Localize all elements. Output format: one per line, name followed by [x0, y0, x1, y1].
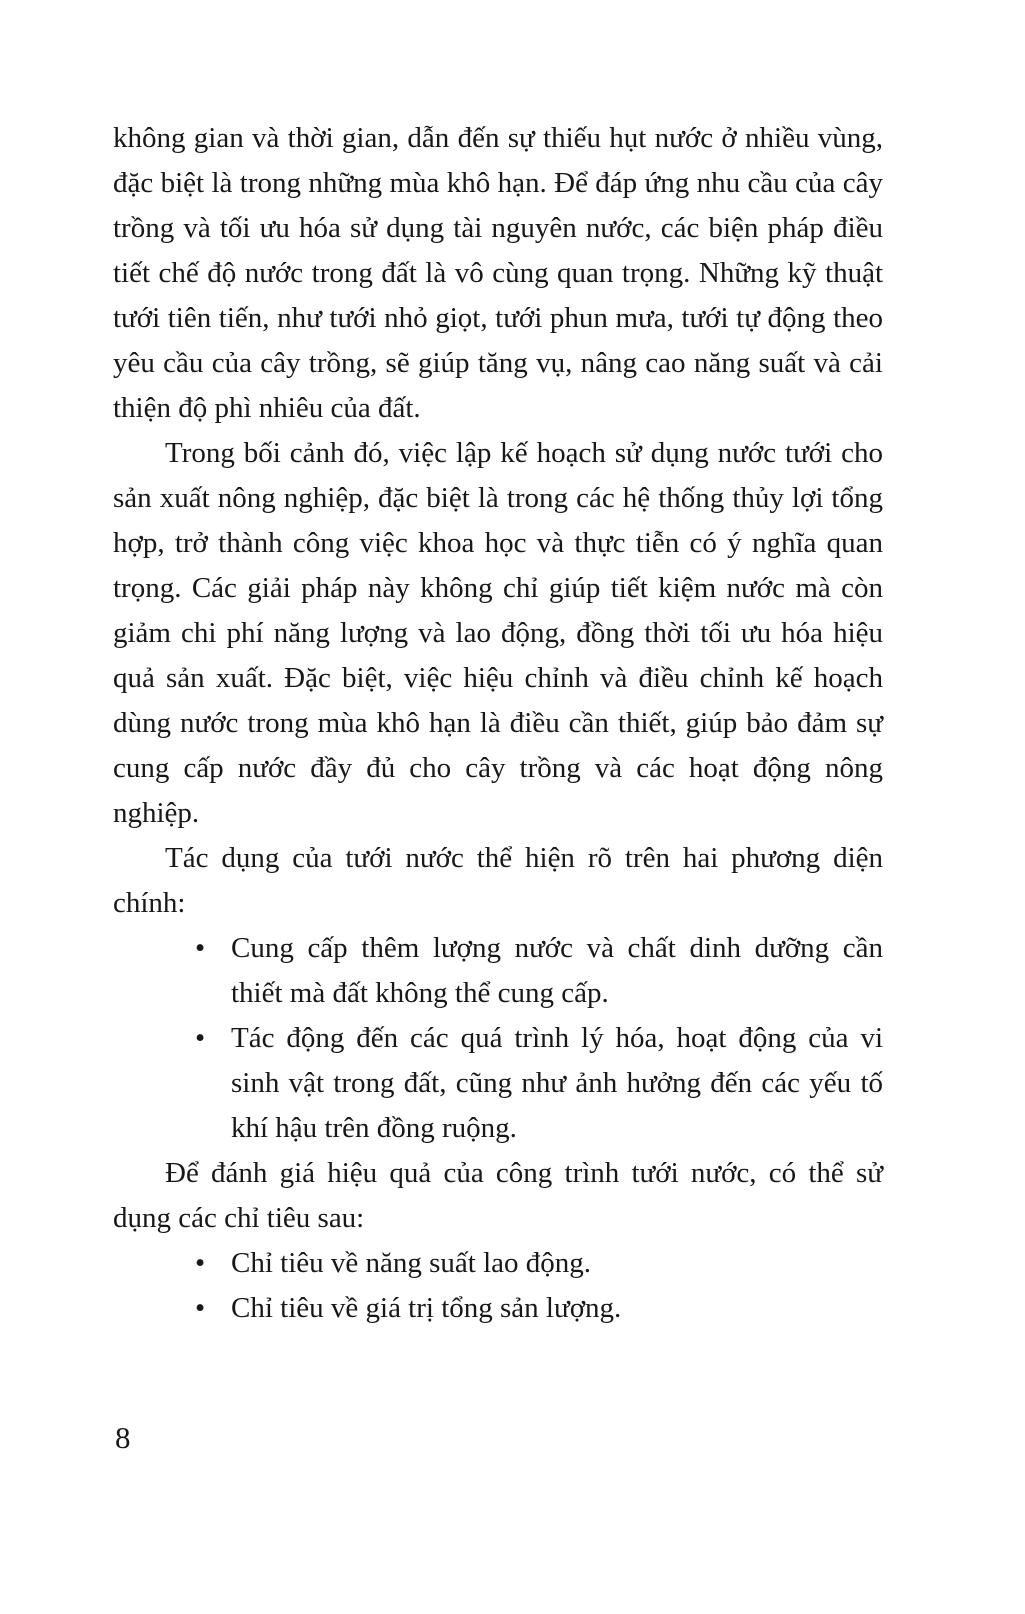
bullet-list-criteria	[113, 1241, 883, 1331]
list-item: • Chỉ tiêu về giá trị tổng sản lượng.	[195, 1286, 883, 1331]
list-item: • Tác động đến các quá trình lý hóa, hoạt động của vi sinh vật trong đất, cũng như ảnh hưởng đến các yếu tố khí hậu trên đồng ruộng.	[195, 1016, 883, 1151]
list-item: • Cung cấp thêm lượng nước và chất dinh dưỡng cần thiết mà đất không thể cung cấp.	[195, 926, 883, 1016]
paragraph-evaluation-intro: Để đánh giá hiệu quả của công trình tưới nước, có thể sử dụng các chỉ tiêu sau:	[113, 1157, 883, 1234]
bullet-list-effects	[113, 926, 883, 1151]
list-item: • Chỉ tiêu về năng suất lao động.	[195, 1241, 883, 1286]
paragraph-irrigation-planning: Trong bối cảnh đó, việc lập kế hoạch sử dụng nước tưới cho sản xuất nông nghiệp, đặc biệt là trong các hệ thống thủy lợi tổng hợp, trở thành công việc khoa học và thực tiễn có ý nghĩa quan trọng. Các giải pháp này không chỉ giúp tiết kiệm nước mà còn giảm chi phí năng lượng và lao động, đồng thời tối ưu hóa hiệu quả sản xuất. Đặc biệt, việc hiệu chỉnh và điều chỉnh kế hoạch dùng nước trong mùa khô hạn là điều cần thiết, giúp bảo đảm sự cung cấp nước đầy đủ cho cây trồng và các hoạt động nông nghiệp.	[113, 437, 883, 829]
page-number: 8	[115, 1420, 131, 1455]
paragraph-irrigation-effects-intro: Tác dụng của tưới nước thể hiện rõ trên hai phương diện chính:	[113, 842, 883, 919]
text-block	[113, 116, 883, 1331]
paragraph-water-shortage: không gian và thời gian, dẫn đến sự thiếu hụt nước ở nhiều vùng, đặc biệt là trong những mùa khô hạn. Để đáp ứng nhu cầu của cây trồng và tối ưu hóa sử dụng tài nguyên nước, các biện pháp điều tiết chế độ nước trong đất là vô cùng quan trọng. Những kỹ thuật tưới tiên tiến, như tưới nhỏ giọt, tưới phun mưa, tưới tự động theo yêu cầu của cây trồng, sẽ giúp tăng vụ, nâng cao năng suất và cải thiện độ phì nhiêu của đất.	[113, 122, 883, 424]
